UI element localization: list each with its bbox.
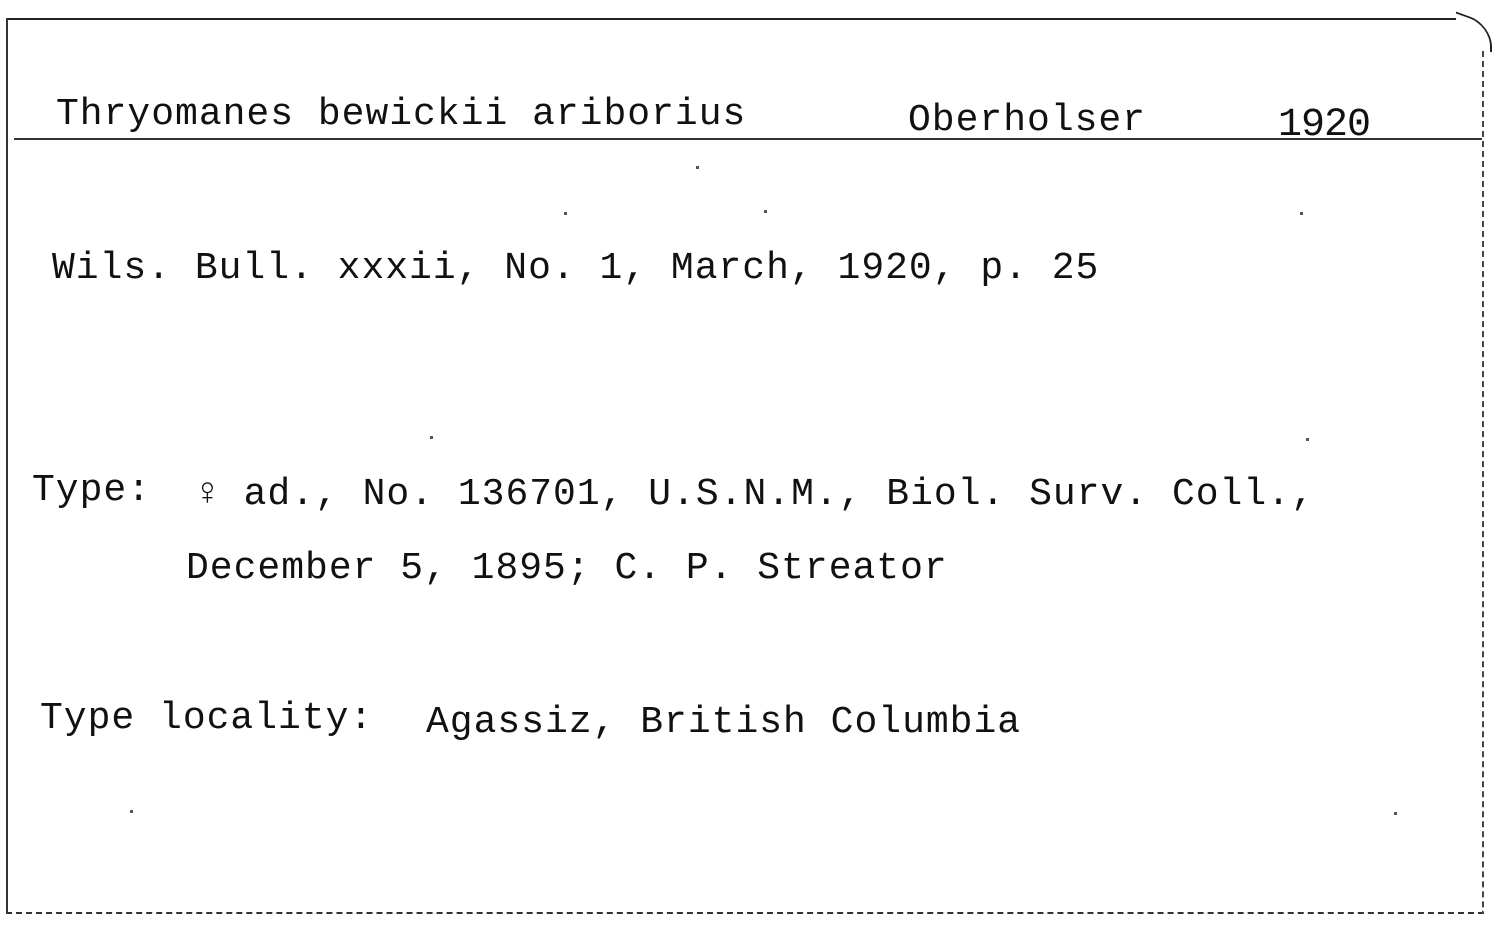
scan-speck	[1300, 212, 1303, 215]
heading-underline	[14, 138, 1482, 140]
type-locality-label: Type locality:	[40, 697, 374, 740]
index-card	[6, 18, 1484, 914]
scan-speck	[430, 436, 433, 439]
scan-speck	[764, 210, 767, 213]
scan-speck	[564, 212, 567, 215]
scan-speck	[1306, 438, 1309, 441]
type-label: Type:	[32, 469, 152, 512]
type-locality-value: Agassiz, British Columbia	[426, 701, 1022, 744]
species-name: Thryomanes bewickii ariborius	[56, 93, 747, 136]
type-specimen-line1: ♀ ad., No. 136701, U.S.N.M., Biol. Surv. Coll.,	[196, 473, 1315, 516]
scan-speck	[1394, 812, 1397, 815]
description-year: 1920	[1278, 103, 1371, 148]
type-specimen-line2: December 5, 1895; C. P. Streator	[186, 547, 948, 590]
author-name: Oberholser	[908, 99, 1147, 142]
scan-speck	[696, 166, 699, 169]
scan-speck	[130, 810, 133, 813]
citation: Wils. Bull. xxxii, No. 1, March, 1920, p. 25	[52, 247, 1100, 290]
